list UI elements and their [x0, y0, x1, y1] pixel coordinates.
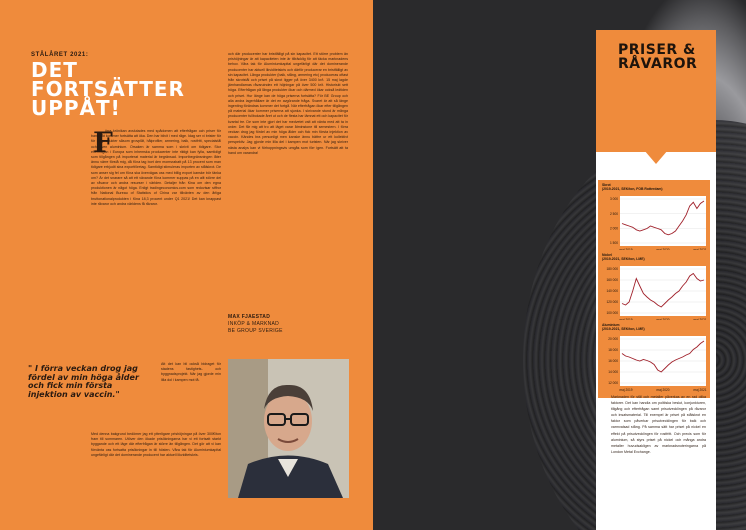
chart-title: Aluminium: [602, 323, 620, 327]
plot-area: [620, 196, 706, 246]
chart-svg: [598, 320, 710, 398]
article-body-1: örra krönikan avslutades med spådomen att efterfrågan och priser för bandplåt kommer fortsätta att öka. Den har blivit i med råge. Idag ser vi brister för för stålprodukter såsom grovplåt, hålprofiler, armering, balk, rostfritt, specialstål och även aluminium. Orsaken är samma som i skrivit om tidigare. Stor efterfrågan i Europa som inhemska producenter inte riktigt kan fylla, samtidigt som tillgången på importerat material är begränsad. Importbegränsningen låter ännu värre förstå mig, då Kina tag bort den momsrabatt på 13 procent som man tidigare erbjudit sina exportföretag. Samtidigt stimuleras importen av stålskrot. De som anser sig fel om Kina ska övervägas oss med billig export kanske bör tänka om? Är det snarare så att ett växande Kina kommer suppas på en allt större del av råvaror och andra resurser i världen. Detaljer från Kina om den egna produktionen är något höga. Enligt tradingeconomics.com som redovisar siffror från National Bureau of Statistics of China var tillväxten av den årliga bruttonationalprodukten i Kina 18,3 procent under Q1 2021! Det kan knappast inte råvaror och andra världens få råvaror.: [91, 129, 221, 206]
chart-svg: [598, 250, 710, 328]
sidebar-title: PRISER & RÅVAROR: [618, 42, 698, 72]
chart-subtitle: (2019-2021, SEK/ton, LME): [602, 257, 645, 262]
x-tick-label: maj 2020: [656, 388, 670, 392]
sidebar-arrow: [644, 150, 668, 164]
kicker: STÅLÅRET 2021:: [31, 52, 89, 58]
y-tick-label: 2 500: [610, 211, 618, 216]
byline: [228, 314, 283, 335]
article-column-1-bottom: Med denna bakgrund bedömer jag ett ytterligare prishöjningar på över 300€/ton fram till sommaren. Utöver den ökade prisökningarna har vi ett fortsatt starkt byggande och ett läge där efterfrågan är större än tillgången. Det gör att vi kan förvänta oss fortsatta prisökningar in till hösten. Våra tak för Aluminiumkapital ungefärligt där det dominerande producent har aktuell likviditetskris.: [91, 432, 221, 457]
y-tick-label: 1 500: [610, 241, 618, 246]
y-tick-label: 160 000: [606, 278, 618, 283]
chart-skrot: [598, 180, 710, 258]
author-company: BE GROUP SVERIGE: [228, 328, 283, 334]
author-photo: [228, 359, 349, 498]
article-column-1: [91, 126, 221, 207]
page-title: DET FORTSÄTTER UPPÅT!: [31, 58, 185, 120]
article-column-2: och där producenter har bristfälligt på sin kapacitet. Ett större problem än prishöjningar är att kapaciteten inte är tillräcklig för att täcka marknadens behov. Våra tak för Aluminiumkapital ungefärligt där det dominerande producenter har aktuell likviditetskris och därför producerar en bristfälligt av sin kapacitet. Långa produkter (balk, stång, armering etc) produceras oftast från skrotstål och priset på skrot ligger på över 3400 kr/t. 15 maj lagde järnhandlarnas råvaruindex ett höjningar på över 500 kr/t. Historiskt sett höga. Efterfrågan på långa produkter ökar och därmed ökar också ledtiden och priset. Hur länge kan de höga priserna fortsätta? För BE Group och alla andra lagerhållare är det en avgörande fråga. Svaret är att så länge ingenting förändras kommer det fortgå. När efterfrågan ökar efter tillgången på material ökar kommer priserna att sjunka. I skrivande stund är många producenter fullbokade året ut och de flesta har lämnat ett och kapacitet för kvartal tre. De som inte gjort det har medvetet valt att vänta med att ta in order. Det får mig att tro att läget varar åtminstone till semestern. I förra veckan drog jag fördel av min höga ålder och fick min första injektion av vaccin. Kändes bra personligt men kanske ännu bättre ur ett kollektivt perspektiv. Jag gjorde min lilla del i kampen mot turisten. När jag skriver nästa analys kan vi förhoppningsvis umgås som förr igen. Fortsätt att ta hand om varandra!: [228, 52, 348, 155]
portrait-illustration: [228, 359, 349, 498]
sidebar-text: Marknaden för stål och metaller påverkas av en rad olika faktorer. Det kan handla om politiska beslut, konjunkturen, tillgång och efterfrågan samt prisutvecklingen på råvaror och insatsmaterial. Till exempel är priset på stålskrot en faktor som påverkar prisutvecklingen för balk och varmvalsad stång. På samma sätt har priset på nickel en effekt på prisutvecklingen för rostfritt. Och precis som för aluminium, så styrs priset på nickel och många andra metaller huvudsakligen av marknadsnoteringarna på London Metal Exchange.: [611, 395, 706, 454]
y-tick-label: 18 000: [608, 348, 618, 353]
y-tick-label: 120 000: [606, 300, 618, 305]
chart-svg: [598, 180, 710, 258]
author-role: INKÖP & MARKNAD: [228, 321, 280, 327]
pull-quote: " I förra veckan drog jag fördel av min höga ålder och fick min första injektion av vaccin.": [28, 364, 139, 399]
y-tick-label: 16 000: [608, 359, 618, 364]
y-tick-label: 140 000: [606, 289, 618, 294]
y-tick-label: 100 000: [606, 311, 618, 316]
y-tick-label: 3 000: [610, 197, 618, 202]
chart-nickel: [598, 250, 710, 328]
y-tick-label: 14 000: [608, 370, 618, 375]
chart-subtitle: (2019-2021, SEK/ton, LME): [602, 327, 645, 332]
chart-title: Skrot: [602, 183, 611, 187]
x-tick-label: maj 2019: [619, 388, 633, 392]
chart-title: Nickel: [602, 253, 612, 257]
y-tick-label: 180 000: [606, 267, 618, 272]
author-name: MAX FJAESTAD: [228, 314, 271, 320]
y-tick-label: 2 000: [610, 226, 618, 231]
chart-subtitle: (2019-2021, SEK/ton, FOB Rotterdam): [602, 187, 663, 192]
y-tick-label: 20 000: [608, 337, 618, 342]
chart-aluminium: [598, 320, 710, 398]
dropcap: F: [93, 126, 113, 159]
x-tick-label: maj 2021: [693, 388, 707, 392]
article-column-1-side: Att det kan bli också bidraget för stadens fastighets- och byggnadsprojekt. När jag gjorde min lilla dol i kampen mot få.: [161, 362, 221, 382]
y-tick-label: 12 000: [608, 381, 618, 386]
